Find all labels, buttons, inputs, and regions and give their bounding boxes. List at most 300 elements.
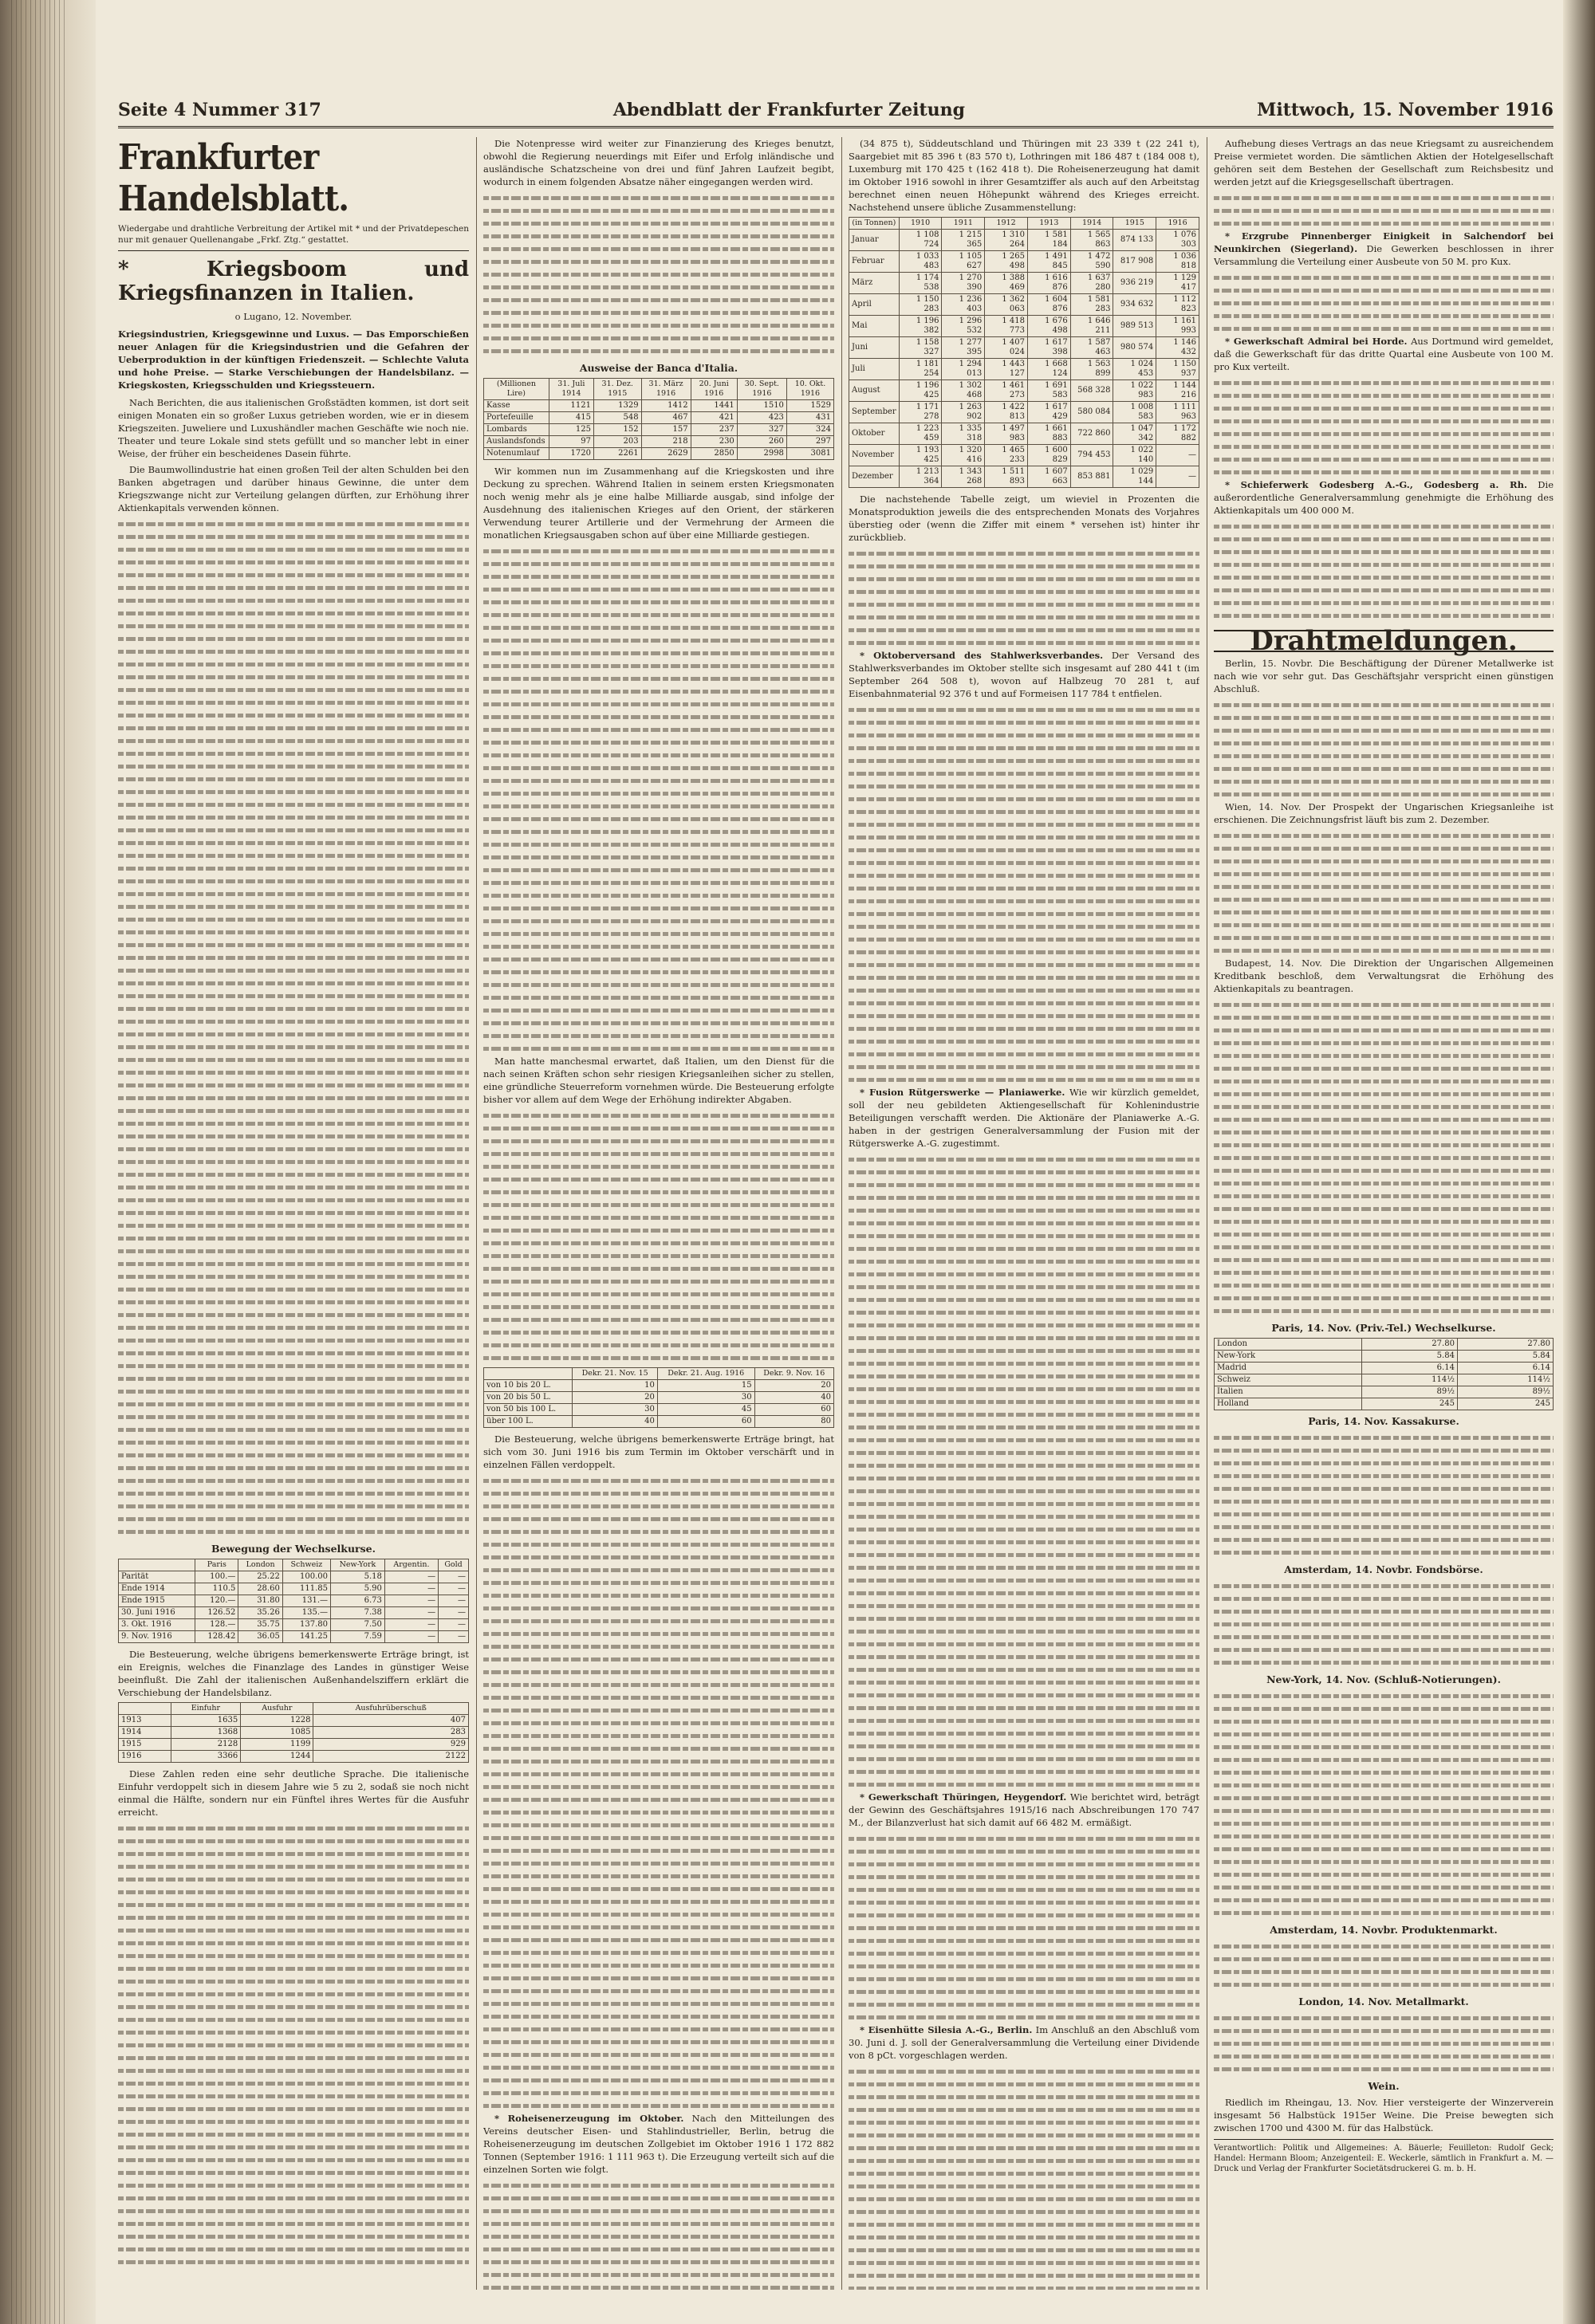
table-cell: 1 335 318 xyxy=(942,423,985,445)
market-report-title: Paris, 14. Nov. (Priv.-Tel.) Wechselkurse. xyxy=(1271,1322,1496,1334)
table-cell: 60 xyxy=(754,1404,833,1416)
table-row xyxy=(119,1727,469,1739)
newspaper-title: Abendblatt der Frankfurter Zeitung xyxy=(612,100,966,120)
market-report-title: Paris, 14. Nov. Kassakurse. xyxy=(1308,1415,1459,1427)
table-cell: 9. Nov. 1916 xyxy=(119,1631,195,1643)
table-cell: 1 024 453 xyxy=(1113,359,1156,380)
table-cell: 1 302 468 xyxy=(942,380,985,402)
table-cell: 1 150 937 xyxy=(1156,359,1199,380)
table-cell: 35.75 xyxy=(238,1619,282,1631)
body-text-block xyxy=(849,703,1199,1086)
paragraph: Wir kommen nun im Zusammenhang auf die Kriegskosten und ihre Deckung zu sprechen. Während Italien in seinem ersten Kriegsmonaten noch wenig mehr als je eine halbe Milliarde ausgab, sind infolge der Ausdehnung des italienischen Krieges auf den Orient, der stärkeren Verwendung teurer Artillerie und der Vermehrung der Armeen die monatlichen Kriegsausgaben schon auf über eine Milliarde gestiegen. xyxy=(483,466,834,541)
paragraph xyxy=(849,1791,1199,1829)
table-cell: 1 310 264 xyxy=(985,230,1028,251)
table-cell: Auslandsfonds xyxy=(484,436,549,448)
paragraph: Wien, 14. Nov. Der Prospekt der Ungarischen Kriegsanleihe ist erschienen. Die Zeichnungsfrist läuft bis zum 2. Dezember. xyxy=(1214,801,1554,825)
table-cell: 1 171 278 xyxy=(899,402,942,423)
table-cell: Holland xyxy=(1215,1398,1362,1410)
dateline: o Lugano, 12. November. xyxy=(234,311,352,322)
table-cell: 40 xyxy=(754,1392,833,1404)
paragraph: Die Notenpresse wird weiter zur Finanzierung des Krieges benutzt, obwohl die Regierung neuerdings mit Eifer und Erfolg inländische und ausländische Schatzscheine von drei und fünf Jahren Laufzeit begibt, wodurch in einem folgenden Absatze näher eingegangen werden wird. xyxy=(483,138,834,187)
table-cell: 3. Okt. 1916 xyxy=(119,1619,195,1631)
table-cell: 30. Juni 1916 xyxy=(119,1607,195,1619)
body-text-block xyxy=(1214,698,1554,800)
table-cell: 245 xyxy=(1457,1398,1553,1410)
table-row xyxy=(484,424,834,436)
table-cell: 120.— xyxy=(195,1595,238,1607)
table-cell: 25.22 xyxy=(238,1571,282,1583)
table-header-row xyxy=(484,1368,834,1380)
table-cell: 1 461 273 xyxy=(985,380,1028,402)
table-title: Bewegung der Wechselkurse. xyxy=(211,1543,376,1555)
item-title: * Gewerkschaft Thüringen, Heygendorf. xyxy=(860,1791,1067,1803)
table-cell: 1 294 013 xyxy=(942,359,985,380)
table-row xyxy=(849,294,1199,316)
table-cell: 1 320 416 xyxy=(942,445,985,466)
table-row xyxy=(484,1416,834,1428)
table-row xyxy=(1215,1374,1554,1386)
table-row xyxy=(119,1595,469,1607)
table-cell: 1 587 463 xyxy=(1070,337,1113,359)
column-1 xyxy=(118,137,469,2290)
table-row xyxy=(1215,1363,1554,1374)
table-cell: 1 036 818 xyxy=(1156,251,1199,273)
table-header-cell: London xyxy=(238,1559,282,1571)
paragraph: Man hatte manchesmal erwartet, daß Italien, um den Dienst für die nach seinen Kräften schon sehr riesigen Kriegsanleihen sicher zu stellen, eine gründliche Steuerreform vornehmen würde. Die Besteuerung erfolgte bisher vor allem auf dem Wege der Erhöhung indirekter Abgaben. xyxy=(483,1056,834,1105)
table-cell: 1 563 899 xyxy=(1070,359,1113,380)
stamp-tax-table xyxy=(483,1367,834,1428)
table-cell: — xyxy=(439,1583,469,1595)
table-cell: 1 362 063 xyxy=(985,294,1028,316)
table-cell: 1 676 498 xyxy=(1027,316,1070,337)
table-cell: 1510 xyxy=(737,400,786,412)
body-text-block xyxy=(483,1109,834,1364)
table-cell: 2122 xyxy=(313,1751,469,1763)
table-cell: Lombards xyxy=(484,424,549,436)
body-text-block xyxy=(1214,520,1554,622)
table-cell: 137.80 xyxy=(282,1619,330,1631)
paragraph: Diese Zahlen reden eine sehr deutliche Sprache. Die italienische Einfuhr verdoppelt sich in diesem Jahre wie 5 zu 2, sodaß sie noch nicht einmal die Hälfte, sondern nur ein Fünftel ihres Wertes für die Ausfuhr erreicht. xyxy=(118,1768,469,1818)
table-cell: Italien xyxy=(1215,1386,1362,1398)
table-row xyxy=(119,1751,469,1763)
table-cell: 853 881 xyxy=(1070,466,1113,488)
body-text-block xyxy=(118,517,469,1538)
table-cell: 27.80 xyxy=(1361,1339,1457,1351)
table-cell: — xyxy=(384,1595,438,1607)
table-cell: Portefeuille xyxy=(484,412,549,424)
table-cell: 110.5 xyxy=(195,1583,238,1595)
table-cell: 1228 xyxy=(241,1715,313,1727)
table-cell: 407 xyxy=(313,1715,469,1727)
market-report-title: London, 14. Nov. Metallmarkt. xyxy=(1298,1996,1469,2007)
table-cell: 128.— xyxy=(195,1619,238,1631)
table-cell: 1329 xyxy=(593,400,641,412)
table-cell: April xyxy=(849,294,900,316)
table-cell: 1 616 876 xyxy=(1027,273,1070,294)
table-header-cell: (Millionen Lire) xyxy=(484,379,549,400)
table-header-cell: 1915 xyxy=(1113,218,1156,230)
table-cell: 1 223 459 xyxy=(899,423,942,445)
market-figures-block xyxy=(1214,2011,1554,2075)
table-cell: — xyxy=(1156,466,1199,488)
paragraph: Die Baumwollindustrie hat einen großen Teil der alten Schulden bei den Banken abgetragen und darüber hinaus Gewinne, die unter dem Kriegszwange nicht zur Verteilung gelangen dürften, zur Erhöhung ihrer Aktienkapitals verwenden können. xyxy=(118,464,469,513)
market-figures-block xyxy=(1214,1579,1554,1669)
newspaper-page xyxy=(118,94,1554,2295)
table-cell: 1121 xyxy=(549,400,593,412)
table-cell: 60 xyxy=(657,1416,754,1428)
table-cell: 722 860 xyxy=(1070,423,1113,445)
table-cell: — xyxy=(1156,445,1199,466)
table-cell: London xyxy=(1215,1339,1362,1351)
market-report-title: New-York, 14. Nov. (Schluß-Notierungen). xyxy=(1266,1673,1501,1685)
table-cell: 1 033 483 xyxy=(899,251,942,273)
body-text-block xyxy=(1214,829,1554,957)
item-title: * Gewerkschaft Admiral bei Horde. xyxy=(1225,336,1408,347)
table-cell: 1 581 184 xyxy=(1027,230,1070,251)
column-3 xyxy=(849,137,1199,2290)
item-text: Wie berichtet wird, beträgt der Gewinn des Geschäftsjahres 1915/16 nach Abschreibungen 170 747 M., der Bilanzverlust hat sich damit auf 66 482 M. ermäßigt. xyxy=(849,1791,1199,1828)
table-cell: 1 076 303 xyxy=(1156,230,1199,251)
table-header-row xyxy=(119,1559,469,1571)
table-cell: 152 xyxy=(593,424,641,436)
table-cell: 230 xyxy=(691,436,737,448)
section-masthead: Frankfurter Handelsblatt. xyxy=(118,137,349,219)
table-header-cell: 1916 xyxy=(1156,218,1199,230)
exchange-rate-table xyxy=(118,1559,469,1643)
table-cell: 114½ xyxy=(1457,1374,1553,1386)
table-cell: 7.50 xyxy=(331,1619,385,1631)
table-cell: 5.18 xyxy=(331,1571,385,1583)
item-title: * Roheisenerzeugung im Oktober. xyxy=(494,2113,684,2124)
table-header-cell: Einfuhr xyxy=(171,1703,241,1715)
item-text: Aus Dortmund wird gemeldet, daß die Gewerkschaft für das dritte Quartal eine Ausbeute von 100 M. pro Kux verteilt. xyxy=(1214,336,1554,372)
table-cell: September xyxy=(849,402,900,423)
table-cell: — xyxy=(439,1619,469,1631)
table-cell: 1 146 432 xyxy=(1156,337,1199,359)
table-cell: 218 xyxy=(641,436,691,448)
imprint-footer: Verantwortlich: Politik und Allgemeines: A. Bäuerle; Feuilleton: Rudolf Geck; Handel: Hermann Bloom; Anzeigenteil: E. Weckerle, sämtlich in Frankfurt a. M. — Druck und Verlag der Frankfurter Societätsdruckerei G. m. b. H. xyxy=(1214,2139,1554,2174)
table-cell: 100.— xyxy=(195,1571,238,1583)
item-title: * Erzgrube Pinnenberger Einigkeit in Salchendorf bei Neunkirchen (Siegerland). xyxy=(1214,230,1554,254)
table-cell: 1 196 382 xyxy=(899,316,942,337)
paragraph: Nach Berichten, die aus italienischen Großstädten kommen, ist dort seit einigen Monaten ein so großer Luxus getrieben worden, wie er in diesem Kriegszeiten. Juweliere und Luxushändler machen Geschäfte wie noch nie. Theater und teure Lokale sind stets gefüllt und so mancher lebt in einer Weise, der früher ein bescheidenes Dasein führte. xyxy=(118,397,469,459)
table-cell: 20 xyxy=(754,1380,833,1392)
table-header-cell: Dekr. 9. Nov. 16 xyxy=(754,1368,833,1380)
table-cell: 1 263 902 xyxy=(942,402,985,423)
table-cell: 128.42 xyxy=(195,1631,238,1643)
table-cell: — xyxy=(384,1607,438,1619)
table-cell: 1 497 983 xyxy=(985,423,1028,445)
paris-exchange-table xyxy=(1214,1338,1554,1410)
table-row xyxy=(484,1380,834,1392)
table-row xyxy=(849,466,1199,488)
table-cell: Dezember xyxy=(849,466,900,488)
table-cell: Juli xyxy=(849,359,900,380)
table-cell: 1441 xyxy=(691,400,737,412)
table-cell: 817 908 xyxy=(1113,251,1156,273)
item-text: Wie wir kürzlich gemeldet, soll der neu gebildeten Aktiengesellschaft für Kohlenindustrie Beteiligungen verschafft werden. Die Aktionäre der Planiawerke A.-G. haben in der gestrigen Generalversammlung der Fusion mit der Rütgerswerke A.-G. zugestimmt. xyxy=(849,1087,1199,1149)
table-cell: 6.14 xyxy=(1457,1363,1553,1374)
table-cell: 30 xyxy=(657,1392,754,1404)
table-cell: — xyxy=(439,1607,469,1619)
item-title: * Fusion Rütgerswerke — Planiawerke. xyxy=(860,1087,1065,1098)
table-cell: 1 112 823 xyxy=(1156,294,1199,316)
table-cell: März xyxy=(849,273,900,294)
table-row xyxy=(849,423,1199,445)
table-cell: 467 xyxy=(641,412,691,424)
table-cell: 1 022 140 xyxy=(1113,445,1156,466)
table-cell: 1368 xyxy=(171,1727,241,1739)
table-row xyxy=(119,1571,469,1583)
table-header-cell: Argentin. xyxy=(384,1559,438,1571)
table-cell: 114½ xyxy=(1361,1374,1457,1386)
table-header-cell: 30. Sept. 1916 xyxy=(737,379,786,400)
table-header-cell: 20. Juni 1916 xyxy=(691,379,737,400)
table-cell: 929 xyxy=(313,1739,469,1751)
table-cell: 31.80 xyxy=(238,1595,282,1607)
table-row xyxy=(849,445,1199,466)
table-cell: 6.73 xyxy=(331,1595,385,1607)
paragraph xyxy=(1214,478,1554,517)
table-cell: 1 565 863 xyxy=(1070,230,1113,251)
table-cell: Notenumlauf xyxy=(484,448,549,460)
table-cell: 1 418 773 xyxy=(985,316,1028,337)
body-text-block xyxy=(849,2065,1199,2290)
body-text-block xyxy=(483,2179,834,2290)
table-cell: 1 646 211 xyxy=(1070,316,1113,337)
table-cell: 431 xyxy=(786,412,833,424)
table-row xyxy=(849,402,1199,423)
table-cell: 35.26 xyxy=(238,1607,282,1619)
page-edge-shadow xyxy=(1563,0,1595,2324)
table-cell: — xyxy=(439,1595,469,1607)
section-heading-wire-reports: Drahtmeldungen. xyxy=(1214,630,1554,652)
table-cell: 1 158 327 xyxy=(899,337,942,359)
table-cell: Ende 1915 xyxy=(119,1595,195,1607)
paragraph xyxy=(849,649,1199,700)
table-header-cell xyxy=(119,1703,171,1715)
table-cell: Madrid xyxy=(1215,1363,1362,1374)
table-row xyxy=(484,436,834,448)
table-cell: Schweiz xyxy=(1215,1374,1362,1386)
table-cell: 3366 xyxy=(171,1751,241,1763)
table-cell: Kasse xyxy=(484,400,549,412)
table-cell: von 20 bis 50 L. xyxy=(484,1392,573,1404)
table-header-cell: Ausfuhr xyxy=(241,1703,313,1715)
page-number: Seite 4 Nummer 317 xyxy=(118,100,321,120)
table-cell: Februar xyxy=(849,251,900,273)
table-row xyxy=(1215,1351,1554,1363)
table-cell: 1 105 627 xyxy=(942,251,985,273)
table-cell: 1 296 532 xyxy=(942,316,985,337)
market-report-title: Amsterdam, 14. Novbr. Fondsbörse. xyxy=(1284,1563,1483,1575)
table-cell: 568 328 xyxy=(1070,380,1113,402)
table-cell: 5.84 xyxy=(1457,1351,1553,1363)
table-cell: 297 xyxy=(786,436,833,448)
body-text-block xyxy=(849,1153,1199,1791)
table-cell: 1 668 124 xyxy=(1027,359,1070,380)
table-cell: 111.85 xyxy=(282,1583,330,1595)
table-cell: Juni xyxy=(849,337,900,359)
table-cell: 6.14 xyxy=(1361,1363,1457,1374)
table-header-cell: 1911 xyxy=(942,218,985,230)
table-cell: 20 xyxy=(573,1392,658,1404)
table-cell: von 10 bis 20 L. xyxy=(484,1380,573,1392)
table-header-cell: Gold xyxy=(439,1559,469,1571)
table-cell: 5.84 xyxy=(1361,1351,1457,1363)
body-text-block xyxy=(1214,998,1554,1317)
table-cell: 1 161 993 xyxy=(1156,316,1199,337)
paragraph: Aufhebung dieses Vertrags an das neue Kriegsamt zu ausreichendem Preise vermietet worden. Die sämtlichen Aktien der Hotelgesellschaft gehören seit dem Bestehen der Gesellschaft zum Reichsbesitz und werden jetzt auf die Kriegsgesellschaft übertragen. xyxy=(1214,138,1554,187)
table-cell: 548 xyxy=(593,412,641,424)
table-cell: — xyxy=(439,1571,469,1583)
table-header-cell: 31. Juli 1914 xyxy=(549,379,593,400)
table-cell: über 100 L. xyxy=(484,1416,573,1428)
table-cell: 1 661 883 xyxy=(1027,423,1070,445)
table-row xyxy=(484,412,834,424)
table-cell: 1 581 283 xyxy=(1070,294,1113,316)
table-header-cell: (in Tonnen) xyxy=(849,218,900,230)
item-text: Die Gewerken beschlossen in ihrer Versammlung die Verteilung einer Ausbeute von 50 M. pro Kux. xyxy=(1214,243,1554,267)
table-header-cell: Paris xyxy=(195,1559,238,1571)
table-row xyxy=(1215,1339,1554,1351)
table-header-cell xyxy=(484,1368,573,1380)
table-cell: 125 xyxy=(549,424,593,436)
table-cell: 1635 xyxy=(171,1715,241,1727)
item-text: Die außerordentliche Generalversammlung genehmigte die Erhöhung des Aktienkapitals um 400 000 M. xyxy=(1214,479,1554,516)
table-cell: 126.52 xyxy=(195,1607,238,1619)
item-text: Im Anschluß an den Abschluß vom 30. Juni d. J. soll der Generalversammlung die Verteilung einer Dividende von 8 pCt. vorgeschlagen werden. xyxy=(849,2024,1199,2061)
table-cell: 934 632 xyxy=(1113,294,1156,316)
table-header-cell: 31. Dez. 1915 xyxy=(593,379,641,400)
table-header-cell: 1912 xyxy=(985,218,1028,230)
table-header-cell: 10. Okt. 1916 xyxy=(786,379,833,400)
table-cell: 45 xyxy=(657,1404,754,1416)
table-cell: 28.60 xyxy=(238,1583,282,1595)
table-cell: Ende 1914 xyxy=(119,1583,195,1595)
table-header-cell: Ausfuhrüberschuß xyxy=(313,1703,469,1715)
table-title: Ausweise der Banca d'Italia. xyxy=(579,362,738,374)
table-cell: 1 422 813 xyxy=(985,402,1028,423)
issue-date: Mittwoch, 15. November 1916 xyxy=(1257,100,1554,120)
table-cell: 1 150 283 xyxy=(899,294,942,316)
paragraph: Die Besteuerung, welche übrigens bemerkenswerte Erträge bringt, hat sich vom 30. Juni 1916 bis zum Termin im Oktober verschärft und in einzelnen Fällen verdoppelt. xyxy=(483,1433,834,1470)
table-cell: 1412 xyxy=(641,400,691,412)
table-cell: 580 084 xyxy=(1070,402,1113,423)
body-text-block xyxy=(483,1474,834,2112)
trade-balance-table xyxy=(118,1702,469,1763)
table-cell: Januar xyxy=(849,230,900,251)
table-cell: 141.25 xyxy=(282,1631,330,1643)
table-cell: 40 xyxy=(573,1416,658,1428)
table-row xyxy=(1215,1386,1554,1398)
table-cell: 1 181 254 xyxy=(899,359,942,380)
table-cell: 89½ xyxy=(1361,1386,1457,1398)
table-cell: 1915 xyxy=(119,1739,171,1751)
table-cell: 327 xyxy=(737,424,786,436)
binding-edge xyxy=(11,0,67,2324)
table-row xyxy=(119,1607,469,1619)
table-row xyxy=(849,251,1199,273)
table-cell: 89½ xyxy=(1457,1386,1553,1398)
table-cell: 2128 xyxy=(171,1739,241,1751)
table-cell: 1 270 390 xyxy=(942,273,985,294)
table-cell: 1244 xyxy=(241,1751,313,1763)
table-row xyxy=(484,1404,834,1416)
body-text-block xyxy=(483,545,834,1055)
table-cell: — xyxy=(384,1583,438,1595)
table-cell: November xyxy=(849,445,900,466)
table-cell: 1 607 663 xyxy=(1027,466,1070,488)
table-header-cell: Dekr. 21. Aug. 1916 xyxy=(657,1368,754,1380)
market-figures-block xyxy=(1214,1431,1554,1559)
paragraph xyxy=(1214,230,1554,268)
table-cell: 794 453 xyxy=(1070,445,1113,466)
table-cell: 1 129 417 xyxy=(1156,273,1199,294)
table-cell: 1 265 498 xyxy=(985,251,1028,273)
table-cell: Oktober xyxy=(849,423,900,445)
table-cell: 1 193 425 xyxy=(899,445,942,466)
article-lede: Kriegsindustrien, Kriegsgewinne und Luxus. — Das Emporschießen neuer Anlagen für die Kriegsindustrien und die Gefahren der Ueberproduktion in der künftigen Friedenszeit. — Schlechte Valuta und hohe Preise. — Starke Verschiebungen der Handelsbilanz. — Kriegskosten, Kriegsschulden und Kriegssteuern. xyxy=(118,328,469,391)
table-header-cell: New-York xyxy=(331,1559,385,1571)
table-cell: 1 604 876 xyxy=(1027,294,1070,316)
table-cell: 980 574 xyxy=(1113,337,1156,359)
table-row xyxy=(484,448,834,460)
item-text: Der Versand des Stahlwerksverbandes im Oktober stellte sich insgesamt auf 280 441 t (im September 264 508 t), wovon auf Halbzeug 70 281 t, auf Eisenbahnmaterial 92 376 t und auf Formeisen 117 784 t entfielen. xyxy=(849,650,1199,699)
table-cell: 1 443 127 xyxy=(985,359,1028,380)
table-cell: 1913 xyxy=(119,1715,171,1727)
table-cell: 1199 xyxy=(241,1739,313,1751)
table-cell: 2850 xyxy=(691,448,737,460)
paragraph xyxy=(849,1086,1199,1150)
market-report-title: Amsterdam, 14. Novbr. Produktenmarkt. xyxy=(1270,1924,1498,1936)
table-cell: 131.— xyxy=(282,1595,330,1607)
table-cell: New-York xyxy=(1215,1351,1362,1363)
table-header-cell: 1914 xyxy=(1070,218,1113,230)
paragraph: Berlin, 15. Novbr. Die Beschäftigung der Dürener Metallwerke ist nach wie vor sehr gut. Das Geschäftsjahr verspricht einen günstigen Abschluß. xyxy=(1214,658,1554,694)
market-figures-block xyxy=(1214,1940,1554,1991)
body-text-block xyxy=(1214,376,1554,478)
paragraph: (34 875 t), Süddeutschland und Thüringen mit 23 339 t (22 241 t), Saargebiet mit 85 396 t (83 570 t), Lothringen mit 186 487 t (184 008 t), Luxemburg mit 170 425 t (162 418 t). Die Roheisenerzeugung hat damit im Oktober 1916 sowohl in ihrer Gesamtziffer als auch auf den Arbeitstag berechnet einen neuen Höhepunkt während des Krieges erreicht. Nachstehend unsere übliche Zusammenstellung: xyxy=(849,138,1199,213)
table-cell: 135.— xyxy=(282,1607,330,1619)
table-cell: 245 xyxy=(1361,1398,1457,1410)
table-cell: 1529 xyxy=(786,400,833,412)
table-cell: 1 174 538 xyxy=(899,273,942,294)
table-cell: 36.05 xyxy=(238,1631,282,1643)
table-cell: 237 xyxy=(691,424,737,436)
table-cell: 1 213 364 xyxy=(899,466,942,488)
body-text-block xyxy=(1214,191,1554,230)
table-cell: 324 xyxy=(786,424,833,436)
table-cell: 2261 xyxy=(593,448,641,460)
pig-iron-production-table xyxy=(849,217,1199,488)
table-cell: 1 617 398 xyxy=(1027,337,1070,359)
table-header-row xyxy=(119,1703,469,1715)
article-headline: * Kriegsboom und Kriegsfinanzen in Italien. xyxy=(118,258,469,305)
table-row xyxy=(849,359,1199,380)
table-cell: 260 xyxy=(737,436,786,448)
table-cell: 874 133 xyxy=(1113,230,1156,251)
table-header-cell: 1910 xyxy=(899,218,942,230)
item-title: * Eisenhütte Silesia A.-G., Berlin. xyxy=(860,2024,1033,2035)
table-cell: 30 xyxy=(573,1404,658,1416)
table-cell: 7.59 xyxy=(331,1631,385,1643)
table-cell: — xyxy=(384,1571,438,1583)
table-cell: 1914 xyxy=(119,1727,171,1739)
table-cell: 27.80 xyxy=(1457,1339,1553,1351)
table-row xyxy=(119,1583,469,1595)
table-row xyxy=(119,1631,469,1643)
